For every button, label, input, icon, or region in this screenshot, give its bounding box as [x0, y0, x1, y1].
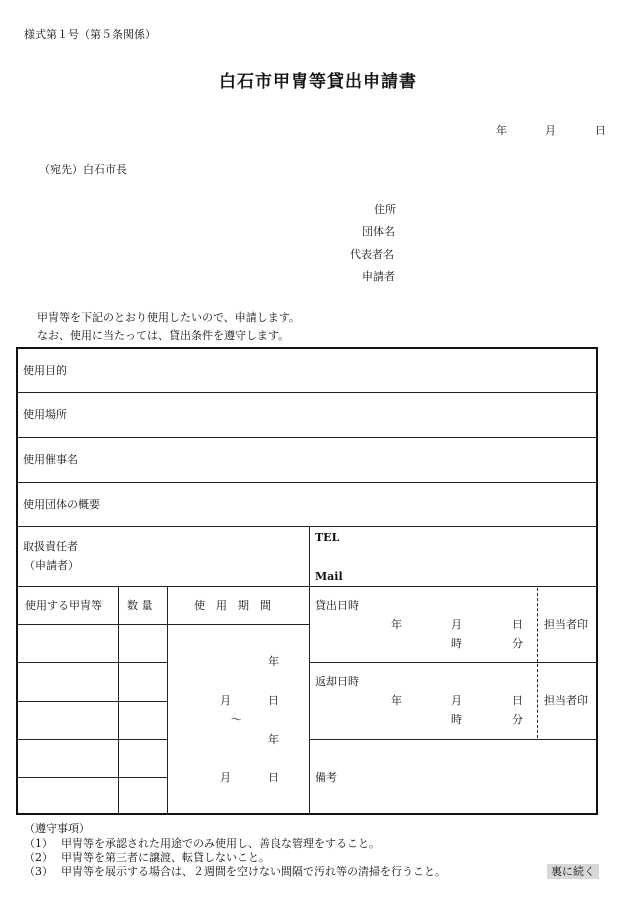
return-staff-seal-label: 担当者印	[544, 694, 588, 707]
row-divider	[17, 777, 167, 778]
period-year-2: 年	[268, 733, 279, 746]
return-minute: 分	[512, 713, 523, 726]
group-summary-label: 使用団体の概要	[23, 498, 100, 511]
lend-day: 日	[512, 618, 523, 631]
row-divider	[309, 739, 598, 740]
period-col-header: 使 用 期 間	[194, 599, 271, 612]
return-datetime-label: 返却日時	[315, 675, 359, 688]
event-label: 使用催事名	[23, 453, 78, 466]
rule-3-num: （3）	[24, 865, 53, 878]
quantity-col-header: 数 量	[127, 599, 153, 612]
rules-heading: （遵守事項）	[24, 822, 90, 835]
remarks-label: 備考	[315, 771, 337, 784]
col-divider	[118, 586, 119, 814]
lend-staff-seal-label: 担当者印	[544, 618, 588, 631]
date-day-label: 日	[595, 124, 606, 137]
col-divider	[167, 586, 168, 814]
date-year-label: 年	[496, 124, 507, 137]
page-title: 白石市甲冑等貸出申請書	[219, 72, 417, 92]
intro-line-2: なお、使用に当たっては、貸出条件を遵守します。	[37, 329, 290, 342]
row-divider	[17, 437, 598, 438]
rule-2-text: 甲冑等を第三者に譲渡、転貸しないこと。	[61, 851, 270, 864]
period-year-1: 年	[268, 655, 279, 668]
rule-3-text: 甲冑等を展示する場合は、２週間を空けない間隔で汚れ等の清掃を行うこと。	[61, 865, 446, 878]
manager-label: 取扱責任者	[23, 540, 78, 553]
row-divider	[17, 526, 598, 527]
address-label: 住所	[374, 203, 396, 216]
col-divider	[309, 526, 310, 814]
form-number: 様式第１号（第５条関係）	[24, 28, 156, 41]
return-month: 月	[451, 694, 462, 707]
tel-label: TEL	[315, 531, 340, 544]
period-day-1: 日	[268, 694, 279, 707]
period-month-2: 月	[220, 771, 231, 784]
row-divider	[17, 392, 598, 393]
purpose-label: 使用目的	[23, 364, 67, 377]
lend-year: 年	[391, 618, 402, 631]
row-divider	[309, 662, 598, 663]
armor-col-header: 使用する甲冑等	[25, 599, 102, 612]
continue-badge: 裏に続く	[547, 864, 599, 879]
return-day: 日	[512, 694, 523, 707]
row-divider	[17, 701, 167, 702]
intro-line-1: 甲冑等を下記のとおり使用したいので、申請します。	[37, 311, 300, 324]
row-divider	[17, 624, 309, 625]
date-month-label: 月	[545, 124, 556, 137]
period-day-2: 日	[268, 771, 279, 784]
rule-2-num: （2）	[24, 851, 53, 864]
addressee: （宛先）白石市長	[39, 163, 127, 176]
row-divider	[17, 586, 598, 587]
row-divider	[17, 482, 598, 483]
period-tilde: ～	[231, 713, 242, 726]
application-table	[16, 347, 598, 815]
lend-minute: 分	[512, 637, 523, 650]
lend-datetime-label: 貸出日時	[315, 599, 359, 612]
place-label: 使用場所	[23, 408, 67, 421]
applicant-label: 申請者	[362, 270, 395, 283]
representative-label: 代表者名	[350, 248, 394, 261]
lend-hour: 時	[451, 637, 462, 650]
rule-1-num: （1）	[24, 837, 53, 850]
return-year: 年	[391, 694, 402, 707]
group-name-label: 団体名	[362, 225, 395, 238]
row-divider	[17, 662, 167, 663]
seal-divider	[537, 588, 538, 738]
rule-1-text: 甲冑等を承認された用途でのみ使用し、善良な管理をすること。	[61, 837, 380, 850]
manager-sub-label: （申請者）	[24, 559, 79, 572]
period-month-1: 月	[220, 694, 231, 707]
lend-month: 月	[451, 618, 462, 631]
mail-label: Mail	[315, 570, 343, 583]
row-divider	[17, 739, 167, 740]
return-hour: 時	[451, 713, 462, 726]
